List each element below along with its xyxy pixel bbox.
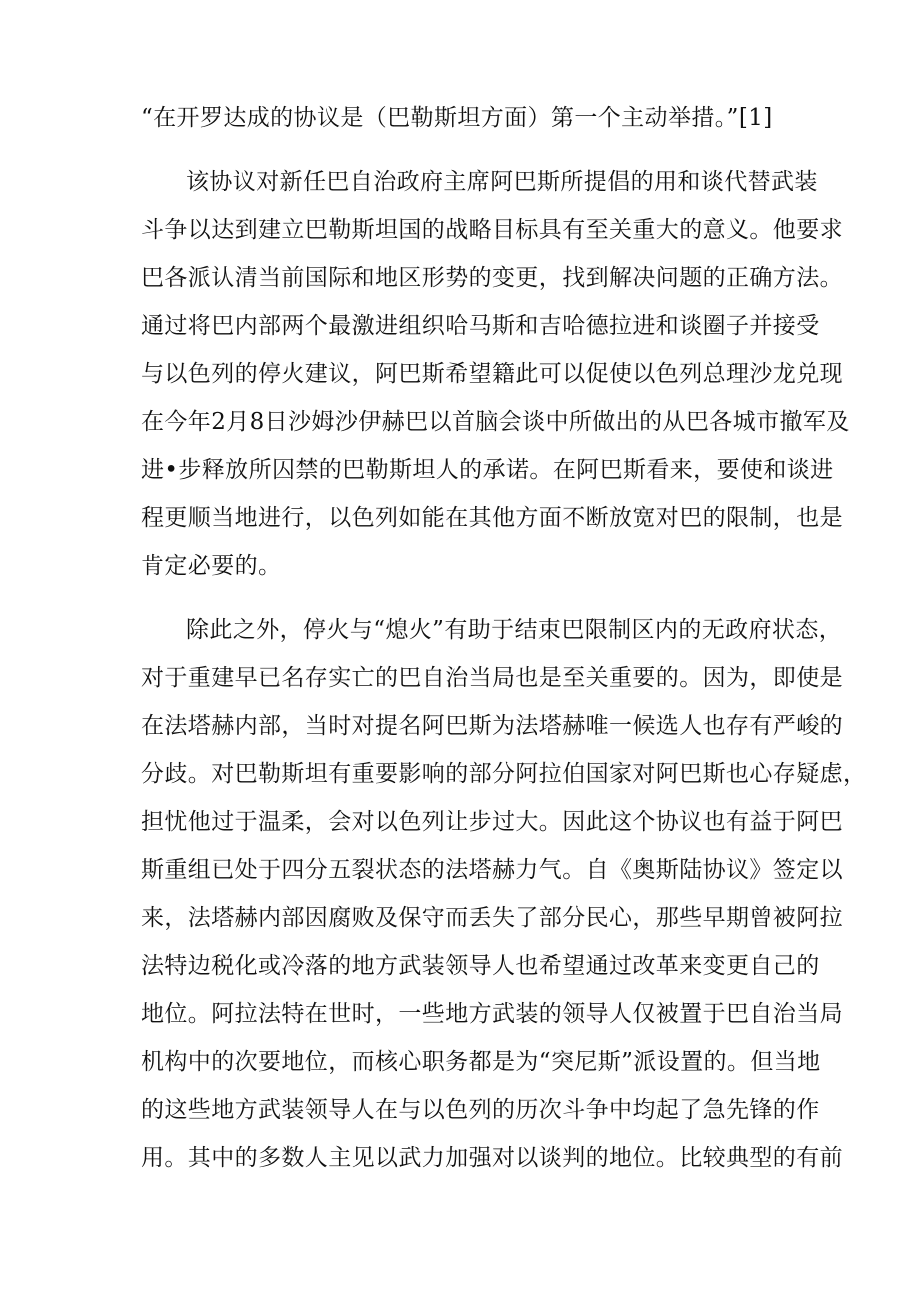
text-line: 斯重组已处于四分五裂状态的法塔赫力气。自《奥斯陆协议》签定以 [141, 857, 843, 883]
text-line: 通过将巴内部两个最激进组织哈马斯和吉哈德拉进和谈圈子并接受 [141, 313, 820, 339]
text-line: 用。其中的多数人主见以武力加强对以谈判的地位。比较典型的有前 [141, 1145, 843, 1171]
text-line: 除此之外，停火与“熄火”有助于结束巴限制区内的无政府状态， [186, 617, 843, 643]
text-line: 该协议对新任巴自治政府主席阿巴斯所提倡的用和谈代替武装 [186, 169, 818, 195]
text-line: 对于重建早已名存实亡的巴自治当局也是至关重要的。因为，即使是 [141, 665, 843, 691]
text-line: 在法塔赫内部，当时对提名阿巴斯为法塔赫唯一候选人也存有严峻的 [141, 713, 843, 739]
text-line: 巴各派认清当前国际和地区形势的变更，找到解决问题的正确方法。 [141, 265, 843, 291]
text-line: 分歧。对巴勒斯坦有重要影响的部分阿拉伯国家对阿巴斯也心存疑虑， [141, 761, 867, 787]
text-line: 与以色列的停火建议，阿巴斯希望籍此可以促使以色列总理沙龙兑现 [141, 361, 843, 387]
text-line: 的这些地方武装领导人在与以色列的历次斗争中均起了急先锋的作 [141, 1097, 820, 1123]
text-line: 担忧他过于温柔，会对以色列让步过大。因此这个协议也有益于阿巴 [141, 809, 843, 835]
text-line: 在今年2月8日沙姆沙伊赫巴以首脑会谈中所做出的从巴各城市撤军及 [141, 409, 850, 435]
text-line: 斗争以达到建立巴勒斯坦国的战略目标具有至关重大的意义。他要求 [141, 217, 843, 243]
text-line: 来，法塔赫内部因腐败及保守而丢失了部分民心，那些早期曾被阿拉 [141, 905, 843, 931]
text-line: 肯定必要的。 [141, 553, 282, 579]
text-line: 程更顺当地进行，以色列如能在其他方面不断放宽对巴的限制，也是 [141, 505, 843, 531]
text-line: 地位。阿拉法特在世时，一些地方武装的领导人仅被置于巴自治当局 [141, 1001, 843, 1027]
text-line: 进•步释放所囚禁的巴勒斯坦人的承诺。在阿巴斯看来，要使和谈进 [141, 457, 834, 483]
text-line: “在开罗达成的协议是（巴勒斯坦方面）第一个主动举措。”[1] [141, 105, 773, 131]
text-line: 法特边税化或冷落的地方武装领导人也希望通过改革来变更自己的 [141, 953, 820, 979]
text-line: 机构中的次要地位，而核心职务都是为“突尼斯”派设置的。但当地 [141, 1049, 821, 1075]
